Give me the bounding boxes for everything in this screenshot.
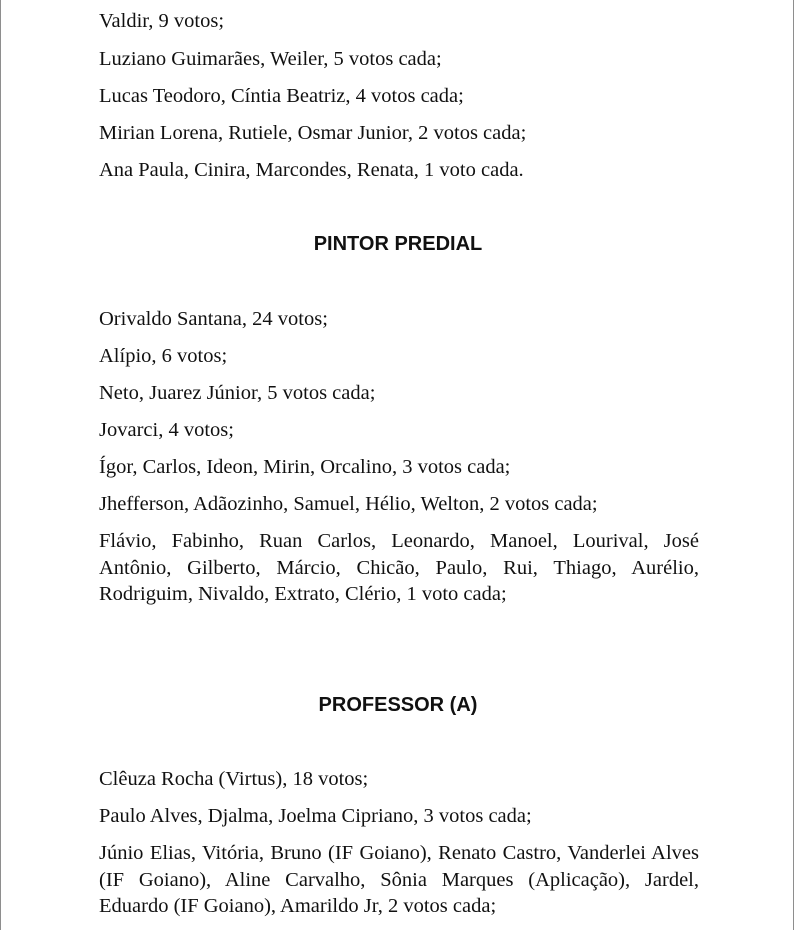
- vote-entry: Ígor, Carlos, Ideon, Mirin, Orcalino, 3 votos cada;: [99, 456, 511, 478]
- vote-entry: Lucas Teodoro, Cíntia Beatriz, 4 votos cada;: [99, 85, 464, 107]
- vote-entry: Ana Paula, Cinira, Marcondes, Renata, 1 voto cada.: [99, 159, 524, 181]
- vote-entry: Neto, Juarez Júnior, 5 votos cada;: [99, 382, 376, 404]
- vote-entry: Clêuza Rocha (Virtus), 18 votos;: [99, 768, 369, 790]
- section-heading-professor: PROFESSOR (A): [318, 694, 478, 716]
- section-heading-pintor-predial: PINTOR PREDIAL: [313, 233, 483, 255]
- vote-entry: Alípio, 6 votos;: [99, 345, 228, 367]
- vote-entry-paragraph: Flávio, Fabinho, Ruan Carlos, Leonardo, Manoel, Lourival, José Antônio, Gilberto, Márcio, Chicão, Paulo, Rui, Thiago, Aurélio, Rodriguim, Nivaldo, Extrato, Clério, 1 voto cada;: [99, 530, 699, 605]
- vote-entry: Jovarci, 4 votos;: [99, 419, 234, 441]
- vote-entry: Orivaldo Santana, 24 votos;: [99, 308, 328, 330]
- vote-entry: Mirian Lorena, Rutiele, Osmar Junior, 2 votos cada;: [99, 122, 527, 144]
- vote-entry: Luziano Guimarães, Weiler, 5 votos cada;: [99, 48, 442, 70]
- vote-entry-paragraph: Júnio Elias, Vitória, Bruno (IF Goiano), Renato Castro, Vanderlei Alves (IF Goiano), Aline Carvalho, Sônia Marques (Aplicação), Jardel, Eduardo (IF Goiano), Amarildo Jr, 2 votos cada;: [99, 842, 699, 917]
- vote-entry: Valdir, 9 votos;: [99, 10, 225, 32]
- vote-entry: Jhefferson, Adãozinho, Samuel, Hélio, Welton, 2 votos cada;: [99, 493, 598, 515]
- vote-entry: Paulo Alves, Djalma, Joelma Cipriano, 3 votos cada;: [99, 805, 532, 827]
